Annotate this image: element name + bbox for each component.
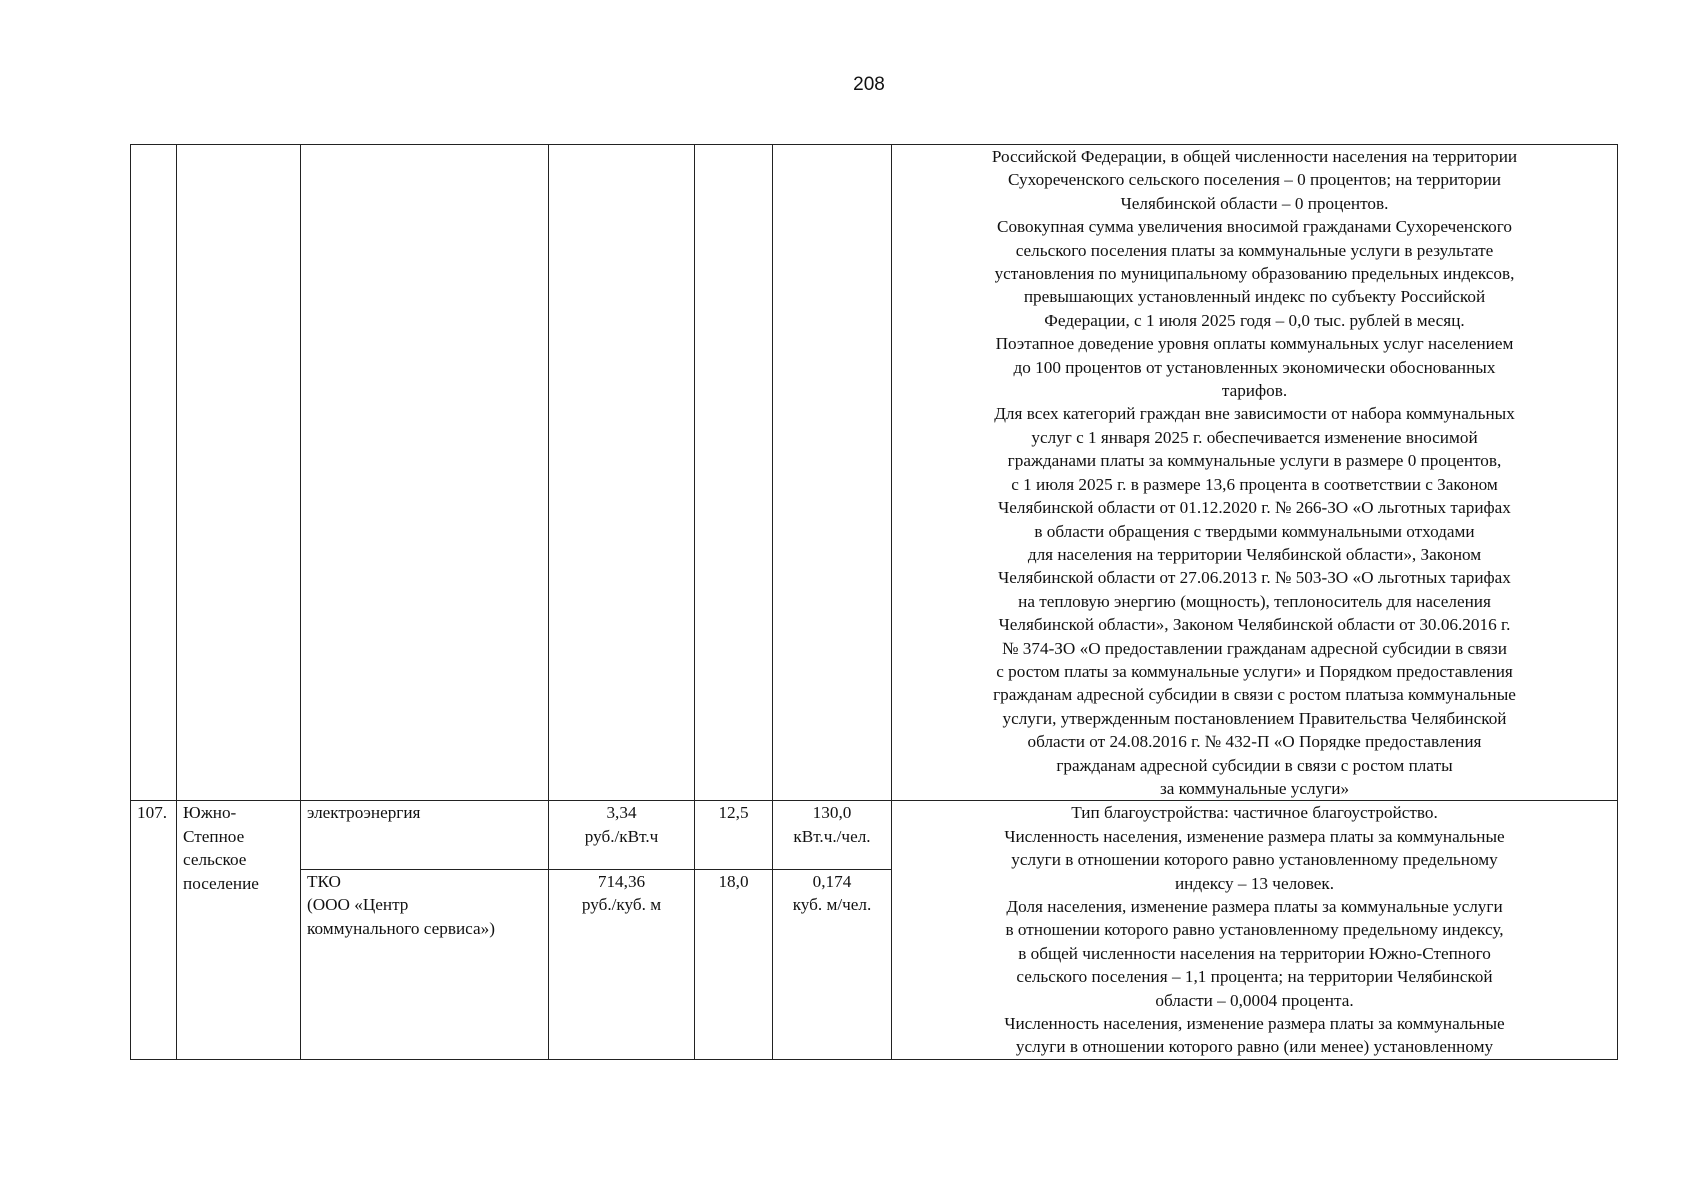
description-line: Совокупная сумма увеличения вносимой гражданами Сухореченского (997, 217, 1512, 237)
tariff-table (130, 144, 1618, 1060)
cell-line: Степное (183, 826, 245, 846)
page-number: 208 (853, 74, 885, 95)
description-paragraph (898, 801, 1611, 824)
description-paragraph (898, 402, 1611, 800)
description-line: установления по муниципальному образованию предельных индексов, (994, 264, 1515, 284)
description-line: Для всех категорий граждан вне зависимости от набора коммунальных (994, 404, 1515, 424)
description-line: Федерации, с 1 июля 2025 годя – 0,0 тыс. рублей в месяц. (1044, 310, 1465, 330)
description-paragraph (898, 1012, 1611, 1059)
cell-line: (ООО «Центр (307, 895, 409, 915)
cell-line: коммунального сервиса») (307, 918, 495, 938)
cell-line: 130,0 (812, 803, 852, 823)
description-line: услуг с 1 января 2025 г. обеспечивается изменение вносимой (1031, 427, 1478, 447)
description-paragraph (898, 215, 1611, 332)
cell-line: поселение (183, 873, 259, 893)
cell-index-electricity: 12,5 (695, 801, 773, 869)
table-row-continued (131, 145, 1618, 801)
description-line: для населения на территории Челябинской области», Законом (1027, 544, 1482, 564)
description-line: гражданам адресной субсидии в связи с ростом платы (1056, 755, 1453, 775)
description-line: Челябинской области от 01.12.2020 г. № 266-ЗО «О льготных тарифах (998, 498, 1511, 518)
description-line: гражданам адресной субсидии в связи с ростом платыза коммунальные (993, 685, 1516, 705)
description-line: сельского поселения – 1,1 процента; на территории Челябинской (1016, 967, 1493, 987)
description-paragraph (898, 825, 1611, 895)
cell-service-tko (301, 869, 549, 1059)
description-line: Численность населения, изменение размера платы за коммунальные (1004, 826, 1505, 846)
cell-line: 714,36 (597, 871, 646, 891)
description-paragraph (898, 145, 1611, 215)
cell-tariff-electricity (549, 801, 695, 869)
description-line: Российской Федерации, в общей численности населения на территории (991, 147, 1518, 166)
cell-line: руб./кВт.ч (584, 826, 659, 846)
description-line: в общей численности населения на территории Южно-Степного (1018, 943, 1491, 963)
description-line: Челябинской области», Законом Челябинской области от 30.06.2016 г. (998, 615, 1511, 635)
description-line: до 100 процентов от установленных экономически обоснованных (1013, 357, 1496, 377)
description-line: на тепловую энергию (мощность), теплоноситель для населения (1018, 591, 1491, 611)
description-line: области от 24.08.2016 г. № 432-П «О Порядке предоставления (1027, 732, 1482, 752)
cell-line: куб. м/чел. (792, 895, 872, 915)
cell-settlement-name (177, 801, 301, 1059)
description-line: превышающих установленный индекс по субъекту Российской (1023, 287, 1486, 307)
description-line: области – 0,0004 процента. (1155, 990, 1354, 1010)
cell-line: кВт.ч./чел. (793, 826, 871, 846)
cell-description (892, 145, 1618, 801)
description-line: в отношении которого равно установленному предельному индексу, (1005, 920, 1504, 940)
cell-service-electricity (301, 801, 549, 869)
description-line: Тип благоустройства: частичное благоустройство. (1071, 803, 1438, 823)
description-line: с ростом платы за коммунальные услуги» и Порядком предоставления (996, 661, 1513, 681)
description-line: Челябинской области – 0 процентов. (1120, 193, 1389, 213)
cell-line: сельское (183, 850, 247, 870)
cell-index-empty (695, 145, 773, 801)
cell-line: 0,174 (812, 871, 852, 891)
table-row-107-electricity (131, 801, 1618, 869)
description-line: Доля населения, изменение размера платы за коммунальные услуги (1006, 897, 1503, 916)
description-line: сельского поселения платы за коммунальные услуги в результате (1015, 240, 1494, 260)
cell-norm-electricity (773, 801, 892, 869)
description-line: услуги в отношении которого равно (или менее) установленному (1015, 1037, 1494, 1057)
cell-line: Южно- (183, 803, 237, 823)
description-line: гражданами платы за коммунальные услуги в размере 0 процентов, (1007, 451, 1502, 471)
description-paragraph (898, 332, 1611, 402)
description-line: индексу – 13 человек. (1174, 873, 1335, 893)
cell-line: руб./куб. м (581, 895, 662, 915)
description-line: услуги в отношении которого равно установленному предельному (1011, 850, 1498, 870)
description-line: Сухореченского сельского поселения – 0 процентов; на территории (1008, 170, 1501, 190)
cell-norm-tko (773, 869, 892, 1059)
cell-line: ТКО (307, 871, 341, 891)
description-line: с 1 июля 2025 г. в размере 13,6 процента в соответствии с Законом (1011, 474, 1498, 494)
description-line: Челябинской области от 27.06.2013 г. № 503-ЗО «О льготных тарифах (998, 568, 1511, 588)
cell-tariff-empty (549, 145, 695, 801)
cell-description-107 (892, 801, 1618, 1059)
description-line: в области обращения с твердыми коммунальными отходами (1034, 521, 1475, 541)
cell-row-number: 107. (131, 801, 177, 1059)
cell-norm-empty (773, 145, 892, 801)
cell-line: электроэнергия (307, 803, 421, 823)
description-line: Численность населения, изменение размера платы за коммунальные (1004, 1014, 1505, 1034)
cell-number-empty (131, 145, 177, 801)
cell-name-empty (177, 145, 301, 801)
cell-line: 3,34 (606, 803, 637, 823)
description-paragraph (898, 895, 1611, 1012)
cell-service-empty (301, 145, 549, 801)
cell-index-tko: 18,0 (695, 869, 773, 1059)
cell-tariff-tko (549, 869, 695, 1059)
description-line: № 374-ЗО «О предоставлении гражданам адресной субсидии в связи (1002, 638, 1507, 658)
description-line: тарифов. (1221, 381, 1288, 401)
description-line: услуги, утвержденным постановлением Правительства Челябинской (1002, 708, 1507, 728)
description-line: за коммунальные услуги» (1159, 778, 1350, 798)
description-line: Поэтапное доведение уровня оплаты коммунальных услуг населением (995, 334, 1514, 354)
